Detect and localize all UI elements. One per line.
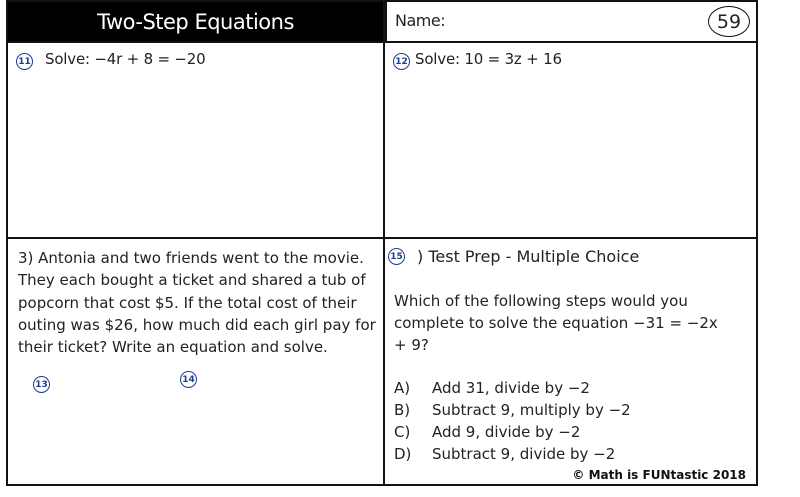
- option-letter: B): [394, 401, 411, 419]
- question-13-badge[interactable]: 13: [33, 376, 50, 393]
- question-14-badge[interactable]: 14: [180, 371, 197, 388]
- copyright-notice: © Math is FUNtastic 2018: [572, 468, 746, 482]
- question-12-text: Solve: 10 = 3z + 16: [415, 50, 562, 68]
- grid-divider-top: [8, 41, 383, 43]
- option-letter: A): [394, 379, 411, 397]
- option-text: Subtract 9, divide by −2: [432, 445, 616, 463]
- question-12-badge[interactable]: 12: [393, 53, 410, 70]
- option-a[interactable]: [394, 377, 631, 399]
- word-problem-text: 3) Antonia and two friends went to the movie. They each bought a ticket and shared a tub of popcorn that cost $5. If the total cost of their outing was $26, how much did each girl pay for their ticket? Write an equation and solve.: [18, 249, 376, 357]
- grid-divider-vertical: [383, 2, 385, 484]
- multiple-choice-title: ) Test Prep - Multiple Choice: [417, 247, 640, 266]
- grid-divider-middle: [8, 237, 756, 239]
- question-11-badge[interactable]: 11: [16, 53, 33, 70]
- option-letter: C): [394, 423, 411, 441]
- option-c[interactable]: [394, 421, 631, 443]
- option-text: Add 31, divide by −2: [432, 379, 590, 397]
- worksheet: [6, 0, 758, 486]
- option-d[interactable]: [394, 443, 631, 465]
- name-label: Name:: [395, 11, 446, 30]
- option-letter: D): [394, 445, 412, 463]
- multiple-choice-question: Which of the following steps would you complete to solve the equation −31 = −2x + 9?: [394, 292, 718, 354]
- worksheet-title: Two-Step Equations: [8, 2, 383, 41]
- option-b[interactable]: [394, 399, 631, 421]
- multiple-choice-options: [394, 377, 631, 465]
- option-text: Subtract 9, multiply by −2: [432, 401, 631, 419]
- question-11-text: Solve: −4r + 8 = −20: [45, 50, 206, 68]
- question-15-badge[interactable]: 15: [388, 248, 405, 265]
- option-text: Add 9, divide by −2: [432, 423, 581, 441]
- page-number: 59: [708, 6, 750, 37]
- name-field[interactable]: [385, 2, 756, 43]
